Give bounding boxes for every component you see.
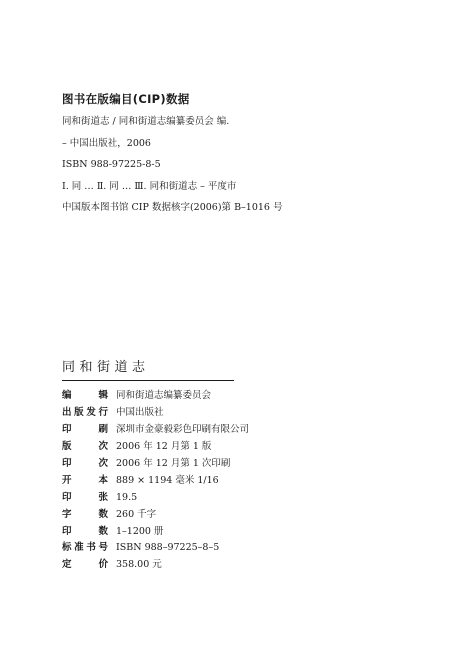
label-char: 标 (62, 542, 72, 554)
detail-value: 19.5 (116, 491, 138, 503)
detail-row-printer (62, 422, 392, 439)
detail-value: 2006 年 12 月第 1 版 (116, 441, 212, 453)
label-char: 出 (62, 407, 72, 419)
detail-label (62, 424, 108, 436)
detail-row-sheets (62, 489, 392, 506)
cip-title: 图书在版编目(CIP)数据 (62, 92, 190, 106)
label-char: 开 (62, 474, 72, 486)
detail-value: 2006 年 12 月第 1 次印刷 (116, 458, 231, 469)
detail-value: 深圳市金豪毅彩色印刷有限公司 (116, 424, 250, 436)
detail-row-print-run (62, 523, 392, 540)
detail-label (62, 542, 108, 554)
cip-line-publisher: – 中国出版社，2006 (62, 137, 151, 149)
label-char: 字 (62, 508, 72, 520)
label-char: 准 (74, 542, 84, 554)
cip-data-block (62, 92, 432, 224)
label-char: 版 (74, 407, 84, 419)
detail-label (62, 509, 108, 521)
detail-value: 889 × 1194 毫米 1/16 (116, 474, 219, 486)
cip-line-subjects: Ⅰ. 同 … Ⅱ. 同 … Ⅲ. 同和街道志 – 平度市 (62, 180, 237, 192)
label-char: 版 (62, 441, 72, 453)
cip-line-catalog-number: 中国版本图书馆 CIP 数据核字(2006)第 B–1016 号 (62, 202, 283, 213)
label-char: 号 (98, 542, 108, 554)
detail-value: 358.00 元 (116, 559, 162, 571)
label-char: 辑 (98, 390, 108, 402)
label-char: 价 (98, 559, 108, 571)
detail-row-edition (62, 439, 392, 456)
detail-value: 中国出版社 (116, 407, 164, 419)
detail-label (62, 526, 108, 538)
label-char: 本 (98, 474, 108, 486)
detail-row-publisher (62, 405, 392, 422)
label-char: 张 (98, 491, 108, 503)
detail-value: 260 千字 (116, 508, 157, 520)
detail-row-format (62, 472, 392, 489)
label-char: 定 (62, 559, 72, 571)
detail-label (62, 458, 108, 470)
label-char: 发 (86, 407, 96, 419)
detail-value: ISBN 988–97225–8–5 (116, 542, 220, 554)
label-char: 数 (98, 508, 108, 520)
detail-row-printing (62, 456, 392, 473)
detail-row-isbn (62, 540, 392, 557)
label-char: 编 (62, 390, 72, 402)
detail-label (62, 475, 108, 487)
detail-label (62, 441, 108, 453)
publication-details (62, 388, 392, 574)
label-char: 印 (62, 525, 72, 537)
detail-row-editor (62, 388, 392, 405)
label-char: 刷 (98, 424, 108, 436)
cip-line-isbn: ISBN 988-97225-8-5 (62, 159, 161, 170)
detail-value: 1–1200 册 (116, 525, 164, 537)
label-char: 印 (62, 424, 72, 436)
detail-label (62, 559, 108, 571)
label-char: 数 (98, 525, 108, 537)
detail-label (62, 390, 108, 402)
cip-line-title-editor: 同和街道志 / 同和街道志编纂委员会 编. (62, 116, 230, 127)
detail-row-word-count (62, 506, 392, 523)
title-divider (62, 380, 234, 381)
label-char: 印 (62, 458, 72, 469)
label-char: 行 (98, 407, 108, 419)
detail-value: 同和街道志编纂委员会 (116, 390, 212, 402)
label-char: 印 (62, 491, 72, 503)
detail-row-price (62, 557, 392, 574)
detail-label (62, 407, 108, 419)
book-title: 同和街道志 (62, 360, 150, 375)
label-char: 次 (98, 441, 108, 453)
detail-label (62, 492, 108, 504)
label-char: 次 (98, 458, 108, 469)
label-char: 书 (86, 542, 96, 554)
